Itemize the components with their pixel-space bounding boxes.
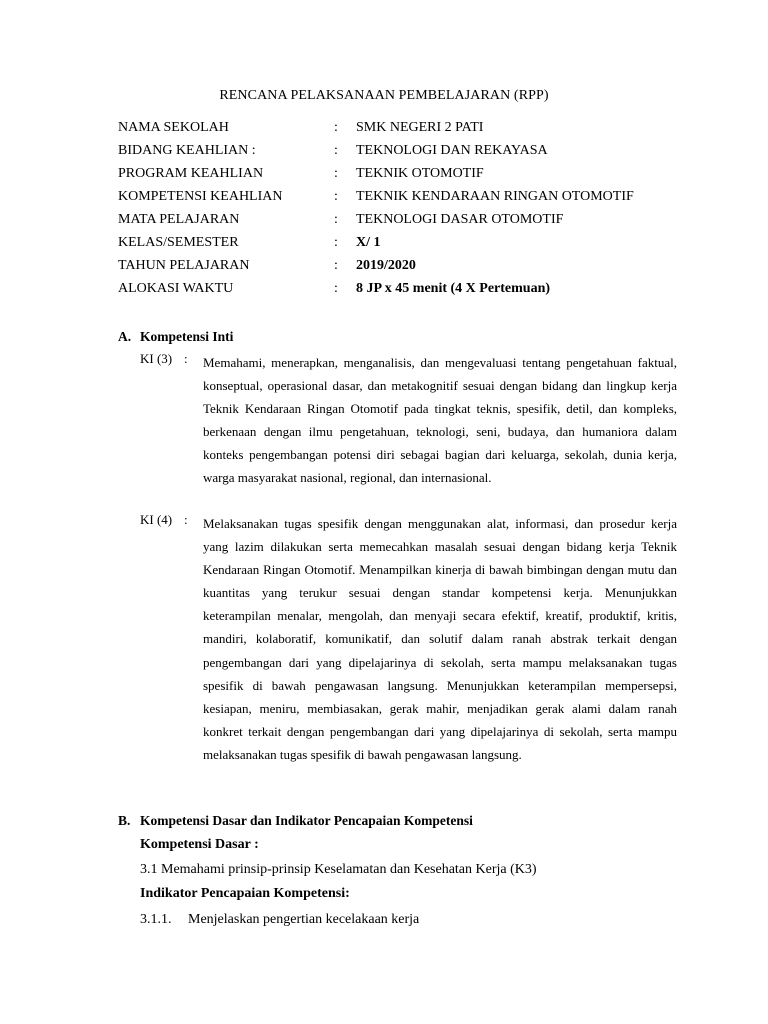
ki-text: Melaksanakan tugas spesifik dengan menggunakan alat, informasi, dan prosedur kerja yang lazim dilakukan serta memecahkan masalah sesuai dengan bidang kerja Teknik Kendaraan Ringan Otomotif. Menampilkan kinerja di bawah bimbingan dengan mutu dan kuantitas yang terukur sesuai dengan standar kompetensi kerja. Menunjukkan keterampilan menalar, mengolah, dan menyaji secara efektif, kreatif, produktif, kritis, mandiri, kolaboratif, komunikatif, dan solutif dalam ranah abstrak terkait dengan pengembangan dari yang dipelajarinya di sekolah, serta mampu melaksanakan tugas spesifik di bawah pengawasan langsung. Menunjukkan keterampilan mempersepsi, kesiapan, meniru, membiasakan, gerak mahir, menjadikan gerak alami dalam ranah konkret terkait dengan pengembangan dari yang dipelajarinya di sekolah, serta mampu melaksanakan tugas spesifik di bawah pengawasan langsung. [203,516,677,762]
document-title: RENCANA PELAKSANAAN PEMBELAJARAN (RPP) [219,88,549,103]
kd-item: 3.1 Memahami prinsip-prinsip Keselamatan dan Kesehatan Kerja (K3) [140,862,537,877]
info-value: TEKNOLOGI DASAR OTOMOTIF [356,212,564,227]
identity-table [118,120,678,304]
ipk-heading: Indikator Pencapaian Kompetensi: [140,886,350,901]
info-colon: : [334,258,338,273]
ipk-number: 3.1.1. [140,912,172,927]
info-row-competency [118,189,678,212]
info-label: TAHUN PELAJARAN [118,258,250,273]
ki-colon: : [184,351,188,366]
kd-heading: Kompetensi Dasar : [140,837,259,852]
section-letter: B. [118,813,131,828]
ki-label: KI (3) [140,351,173,366]
info-value: TEKNOLOGI DAN REKAYASA [356,143,548,158]
info-value: 2019/2020 [356,258,416,273]
info-value: X/ 1 [356,235,381,250]
info-row-year [118,258,678,281]
info-value: SMK NEGERI 2 PATI [356,120,484,135]
section-title: Kompetensi Dasar dan Indikator Pencapaian Kompetensi [140,813,473,828]
info-value: TEKNIK KENDARAAN RINGAN OTOMOTIF [356,189,634,204]
info-colon: : [334,235,338,250]
info-colon: : [334,120,338,135]
info-label: NAMA SEKOLAH [118,120,229,135]
info-row-school [118,120,678,143]
info-colon: : [334,166,338,181]
info-label: KELAS/SEMESTER [118,235,239,250]
info-label: MATA PELAJARAN [118,212,240,227]
info-label: BIDANG KEAHLIAN : [118,143,256,158]
ki-label: KI (4) [140,512,173,527]
info-row-class [118,235,678,258]
info-value: TEKNIK OTOMOTIF [356,166,484,181]
info-row-subject [118,212,678,235]
info-row-field [118,143,678,166]
ipk-text: Menjelaskan pengertian kecelakaan kerja [188,912,420,927]
info-label: KOMPETENSI KEAHLIAN [118,189,283,204]
section-title: Kompetensi Inti [140,329,234,344]
ki-text: Memahami, menerapkan, menganalisis, dan mengevaluasi tentang pengetahuan faktual, konseptual, operasional dasar, dan metakognitif sesuai dengan bidang dan lingkup kerja Teknik Kendaraan Ringan Otomotif pada tingkat teknis, spesifik, detil, dan kompleks, berkenaan dengan ilmu pengetahuan, teknologi, seni, budaya, dan humaniora dalam konteks pengembangan potensi diri sebagai bagian dari keluarga, sekolah, dunia kerja, warga masyarakat nasional, regional, dan internasional. [203,355,677,486]
info-colon: : [334,143,338,158]
info-colon: : [334,281,338,296]
info-label: ALOKASI WAKTU [118,281,234,296]
ki-colon: : [184,512,188,527]
info-colon: : [334,189,338,204]
info-label: PROGRAM KEAHLIAN [118,166,264,181]
info-value: 8 JP x 45 menit (4 X Pertemuan) [356,281,551,296]
section-letter: A. [118,329,132,344]
info-row-time [118,281,678,304]
info-row-program [118,166,678,189]
info-colon: : [334,212,338,227]
